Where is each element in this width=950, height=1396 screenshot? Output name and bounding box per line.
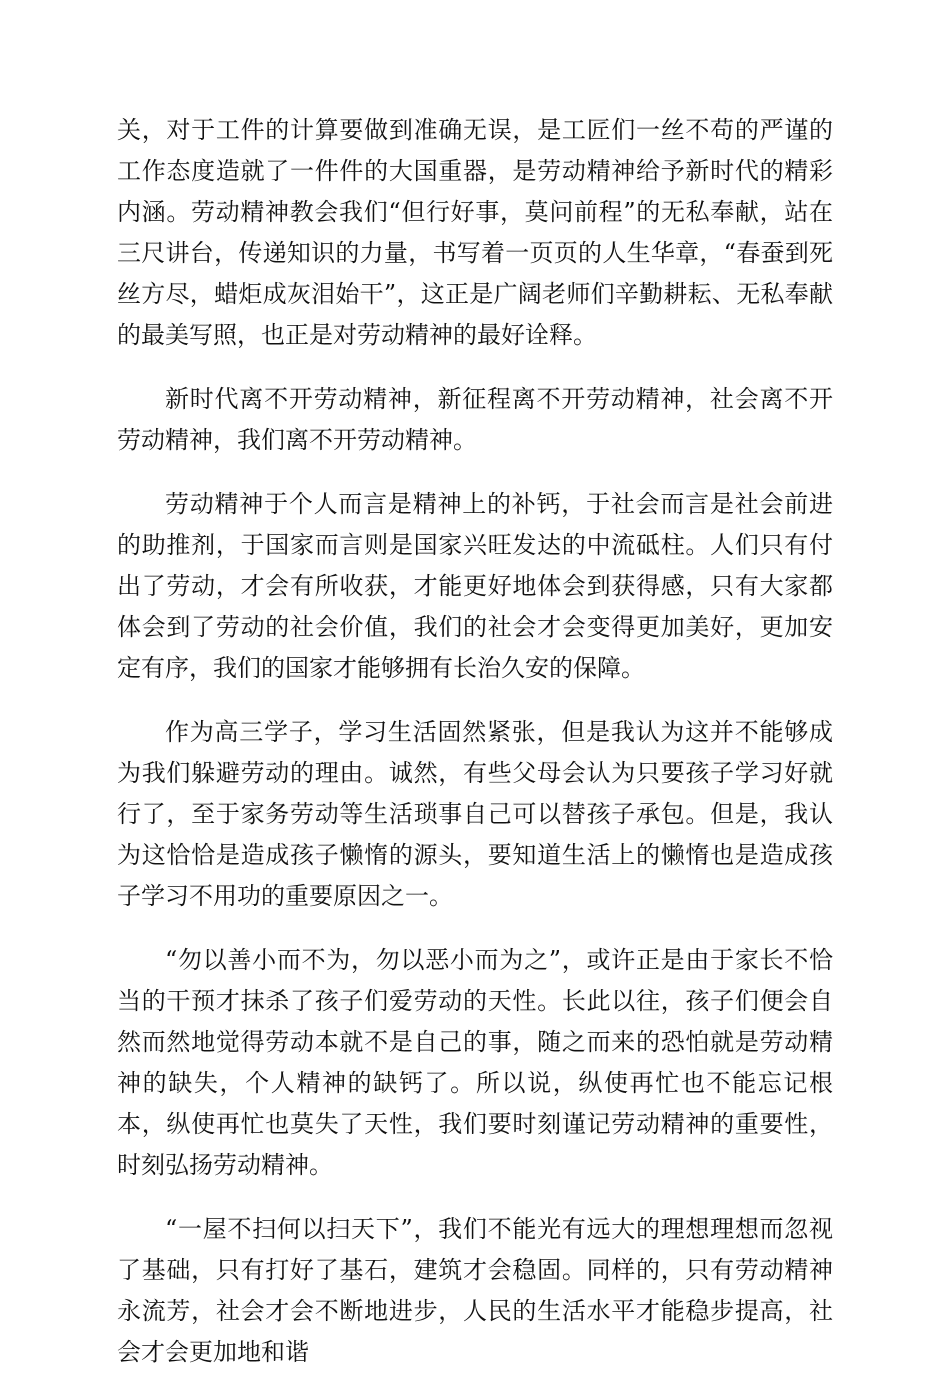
document-body bbox=[117, 110, 833, 1396]
paragraph-2: 新时代离不开劳动精神，新征程离不开劳动精神，社会离不开劳动精神，我们离不开劳动精神。 bbox=[117, 385, 833, 454]
paragraph-3: 劳动精神于个人而言是精神上的补钙，于社会而言是社会前进的助推剂，于国家而言则是国家兴旺发达的中流砥柱。人们只有付出了劳动，才会有所收获，才能更好地体会到获得感，只有大家都体会到了劳动的社会价值，我们的社会才会变得更加美好，更加安定有序，我们的国家才能够拥有长治久安的保障。 bbox=[117, 490, 833, 682]
paragraph-1: 关，对于工件的计算要做到准确无误，是工匠们一丝不苟的严谨的工作态度造就了一件件的大国重器，是劳动精神给予新时代的精彩内涵。劳动精神教会我们“但行好事，莫问前程”的无私奉献，站在三尺讲台，传递知识的力量，书写着一页页的人生华章，“春蚕到死丝方尽，蜡炬成灰泪始干”，这正是广阔老师们辛勤耕耘、无私奉献的最美写照，也正是对劳动精神的最好诠释。 bbox=[117, 116, 833, 349]
paragraph-5: “勿以善小而不为，勿以恶小而为之”，或许正是由于家长不恰当的干预才抹杀了孩子们爱劳动的天性。长此以往，孩子们便会自然而然地觉得劳动本就不是自己的事，随之而来的恐怕就是劳动精神的缺失，个人精神的缺钙了。所以说，纵使再忙也不能忘记根本，纵使再忙也莫失了天性，我们要时刻谨记劳动精神的重要性，时刻弘扬劳动精神。 bbox=[117, 946, 833, 1179]
paragraph-6: “一屋不扫何以扫天下”，我们不能光有远大的理想理想而忽视了基础，只有打好了基石，建筑才会稳固。同样的，只有劳动精神永流芳，社会才会不断地进步，人民的生活水平才能稳步提高，社会才会更加地和谐 bbox=[117, 1215, 833, 1366]
paragraph-4: 作为高三学子，学习生活固然紧张，但是我认为这并不能够成为我们躲避劳动的理由。诚然，有些父母会认为只要孩子学习好就行了，至于家务劳动等生活琐事自己可以替孩子承包。但是，我认为这恰恰是造成孩子懒惰的源头，要知道生活上的懒惰也是造成孩子学习不用功的重要原因之一。 bbox=[117, 718, 833, 910]
